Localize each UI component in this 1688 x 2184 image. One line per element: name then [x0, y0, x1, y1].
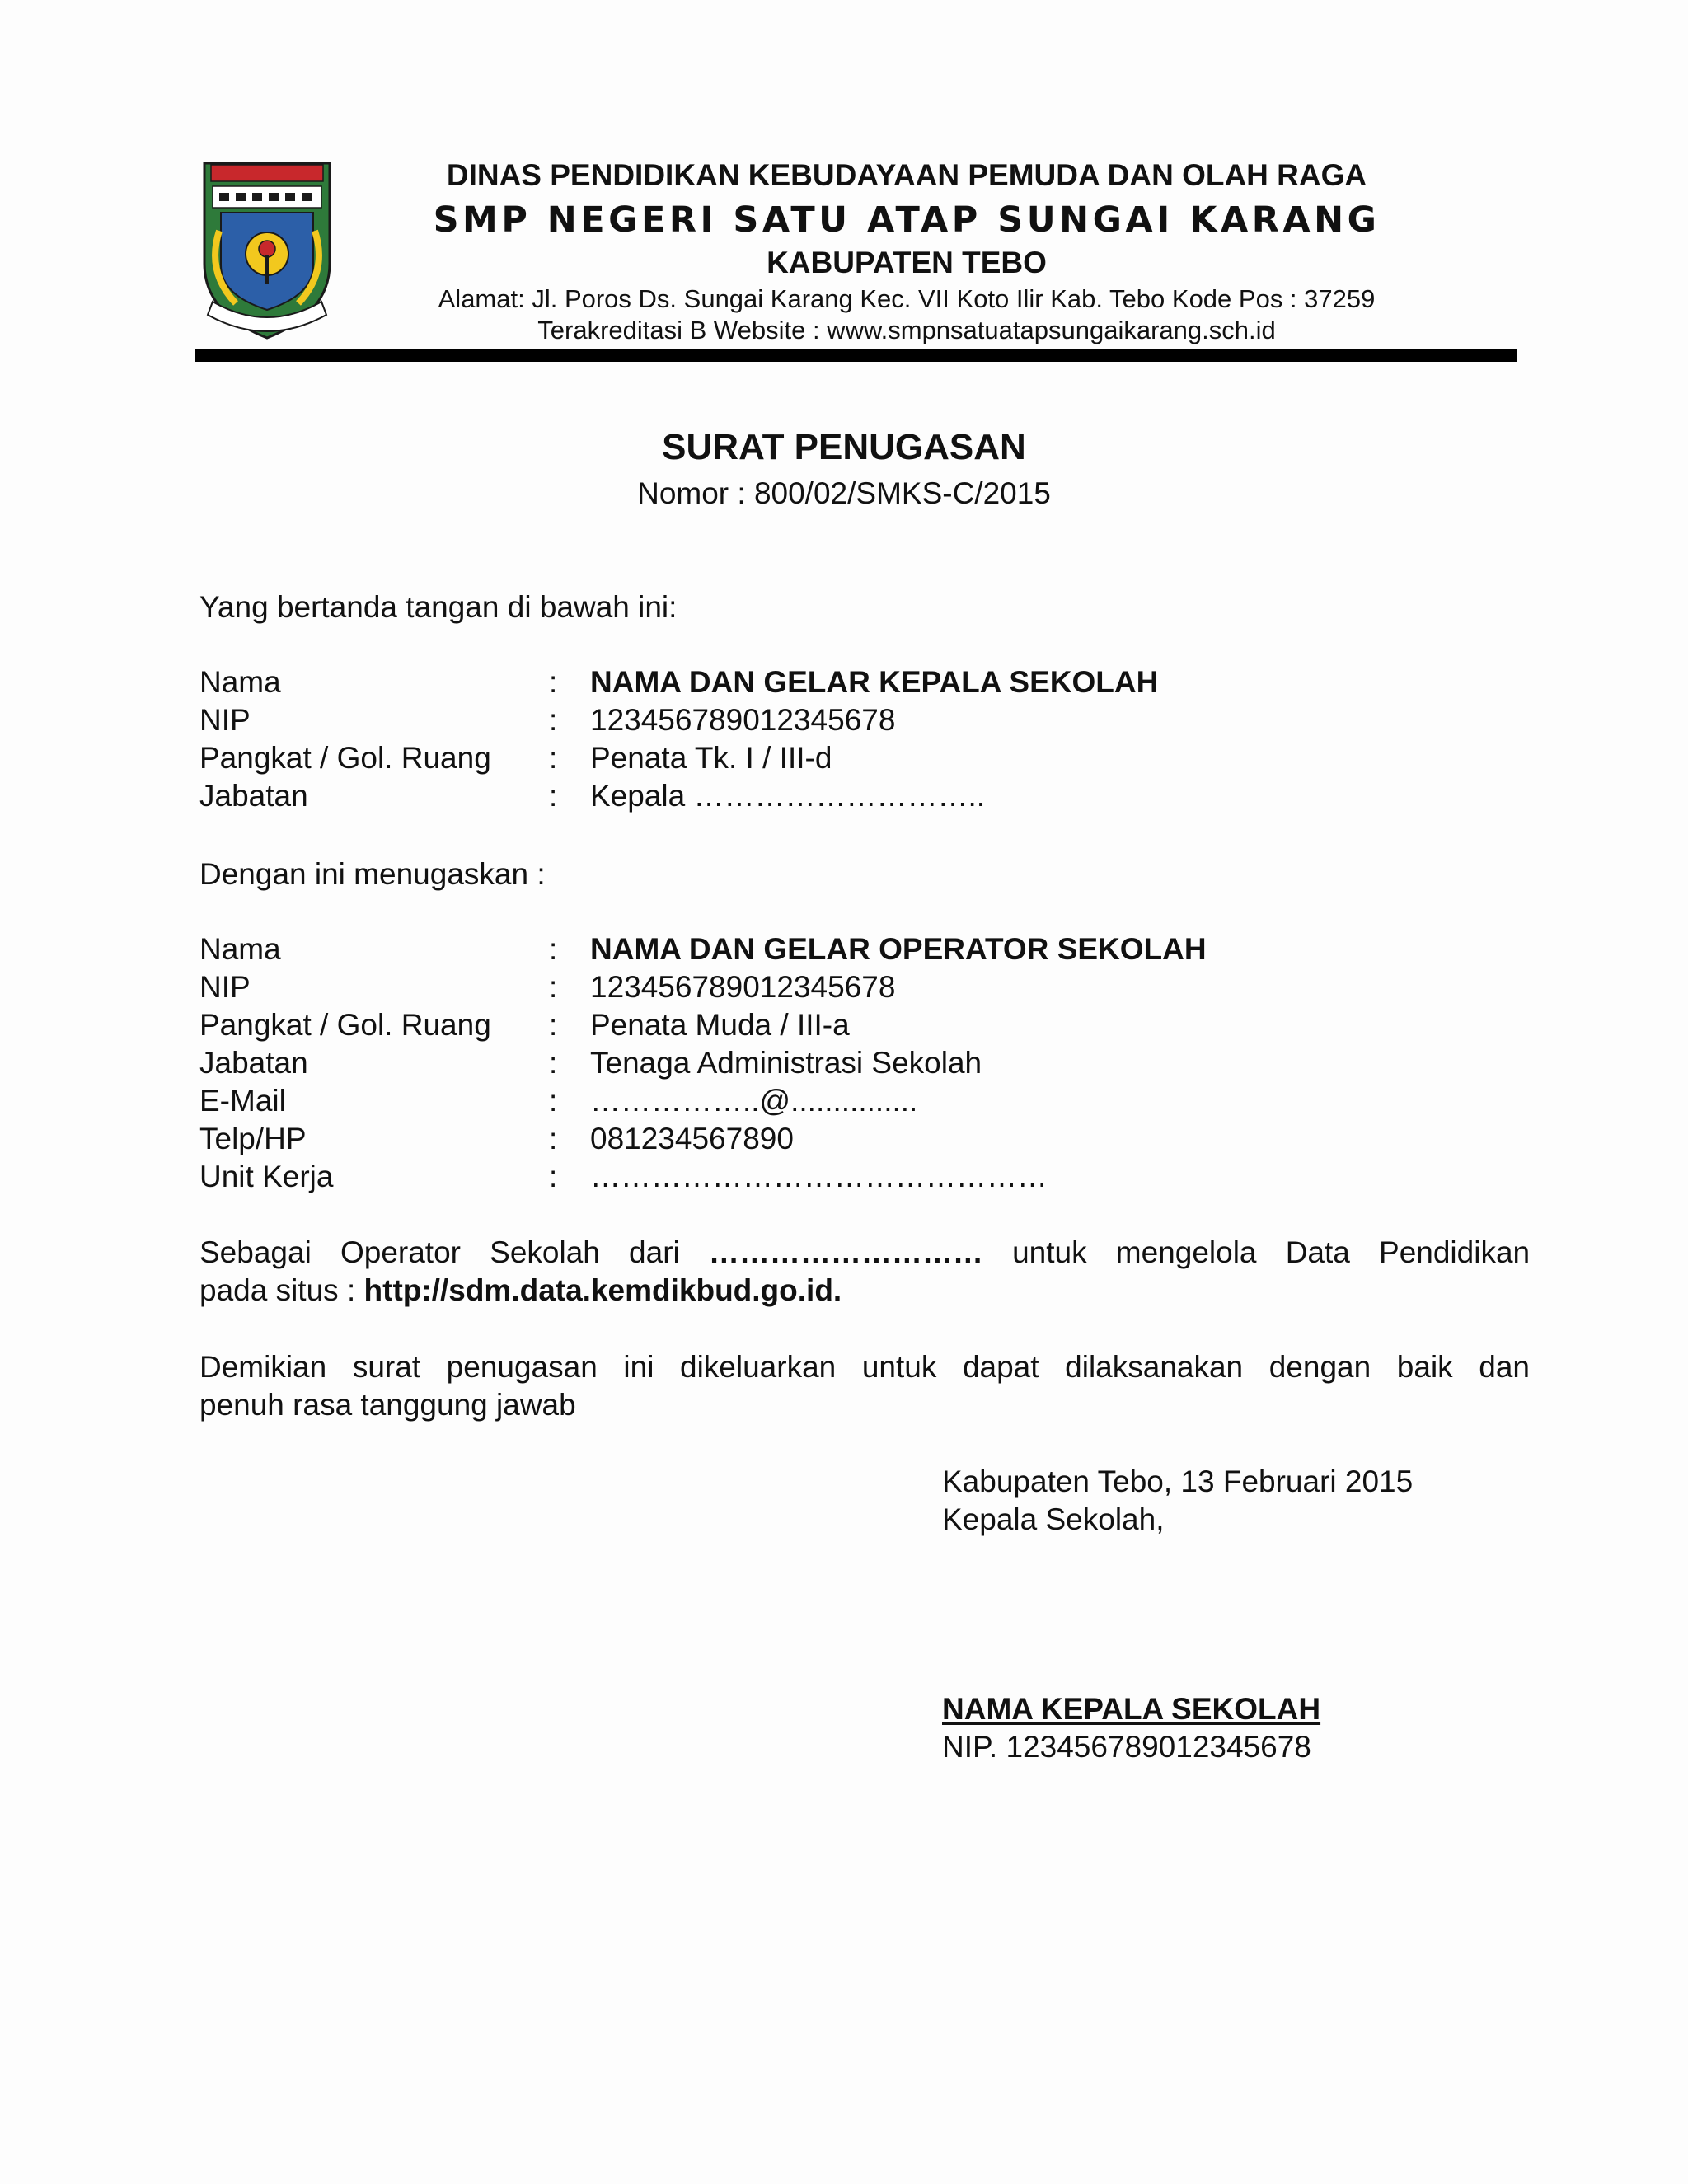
signature-name: NAMA KEPALA SEKOLAH: [942, 1692, 1321, 1726]
field-colon: :: [549, 703, 558, 737]
field-colon: :: [549, 1084, 558, 1118]
field-label: Jabatan: [199, 1046, 308, 1080]
field-value: ……………..@...............: [590, 1084, 918, 1118]
field-value: Kepala ………………………..: [590, 779, 986, 813]
task-word: Data: [1285, 1235, 1350, 1269]
field-value: NAMA DAN GELAR KEPALA SEKOLAH: [590, 665, 1159, 699]
field-colon: :: [549, 779, 558, 813]
document-number: Nomor : 800/02/SMKS-C/2015: [637, 476, 1051, 510]
field-colon: :: [549, 970, 558, 1004]
task-word: Operator: [340, 1235, 461, 1269]
document-title: SURAT PENUGASAN: [662, 427, 1026, 467]
letterhead-school-name: SMP NEGERI SATU ATAP SUNGAI KARANG: [433, 199, 1381, 241]
task-line-2: [199, 1273, 842, 1308]
signature-role: Kepala Sekolah,: [942, 1502, 1165, 1536]
field-label: Pangkat / Gol. Ruang: [199, 1008, 491, 1042]
letterhead-address: Alamat: Jl. Poros Ds. Sungai Karang Kec. VII Koto Ilir Kab. Tebo Kode Pos : 37259: [438, 284, 1376, 313]
field-value: Penata Tk. I / III-d: [590, 741, 832, 775]
field-label: Nama: [199, 665, 281, 699]
field-value: 123456789012345678: [590, 703, 896, 737]
field-colon: :: [549, 1160, 558, 1193]
letterhead-agency: DINAS PENDIDIKAN KEBUDAYAAN PEMUDA DAN OLAH RAGA: [446, 158, 1367, 192]
task-word: Pendidikan: [1379, 1235, 1531, 1269]
field-colon: :: [549, 1008, 558, 1042]
field-label: Nama: [199, 932, 281, 966]
signature-place-date: Kabupaten Tebo, 13 Februari 2015: [942, 1465, 1414, 1498]
field-label: Jabatan: [199, 779, 308, 813]
field-value: Tenaga Administrasi Sekolah: [590, 1046, 982, 1080]
field-label: Telp/HP: [199, 1122, 307, 1155]
field-value: 123456789012345678: [590, 970, 896, 1004]
task-word: dari: [629, 1235, 680, 1269]
assign-intro-text: Dengan ini menugaskan :: [199, 857, 546, 891]
field-label: NIP: [199, 970, 251, 1004]
closing-line-1: Demikian surat penugasan ini dikeluarkan untuk dapat dilaksanakan dengan baik dan: [199, 1350, 1530, 1384]
field-label: Unit Kerja: [199, 1160, 334, 1193]
signature-nip: NIP. 123456789012345678: [942, 1730, 1311, 1764]
task-word: Sekolah: [490, 1235, 600, 1269]
field-label: Pangkat / Gol. Ruang: [199, 741, 491, 775]
field-colon: :: [549, 741, 558, 775]
field-value: 081234567890: [590, 1122, 794, 1155]
field-colon: :: [549, 1046, 558, 1080]
task-site-prefix: pada situs :: [199, 1273, 364, 1307]
kabupaten-tebo-logo: [195, 157, 340, 341]
field-value: NAMA DAN GELAR OPERATOR SEKOLAH: [590, 932, 1207, 966]
letterhead-divider: [195, 349, 1517, 362]
field-value: ………………………………………: [590, 1160, 1048, 1193]
task-blank: ………………………: [708, 1235, 983, 1269]
task-line-1: [199, 1235, 1530, 1270]
closing-line-2: penuh rasa tanggung jawab: [199, 1388, 576, 1422]
letterhead-regency: KABUPATEN TEBO: [767, 246, 1047, 279]
letterhead-website: Terakreditasi B Website : www.smpnsatuatapsungaikarang.sch.id: [537, 316, 1276, 344]
field-colon: :: [549, 665, 558, 699]
task-word: Sebagai: [199, 1235, 312, 1269]
field-value: Penata Muda / III-a: [590, 1008, 850, 1042]
task-word: untuk: [1012, 1235, 1087, 1269]
intro-text: Yang bertanda tangan di bawah ini:: [199, 590, 678, 624]
field-colon: :: [549, 932, 558, 966]
task-site-url: http://sdm.data.kemdikbud.go.id.: [363, 1273, 842, 1307]
task-word: mengelola: [1115, 1235, 1257, 1269]
field-label: NIP: [199, 703, 251, 737]
field-label: E-Mail: [199, 1084, 286, 1118]
field-colon: :: [549, 1122, 558, 1155]
